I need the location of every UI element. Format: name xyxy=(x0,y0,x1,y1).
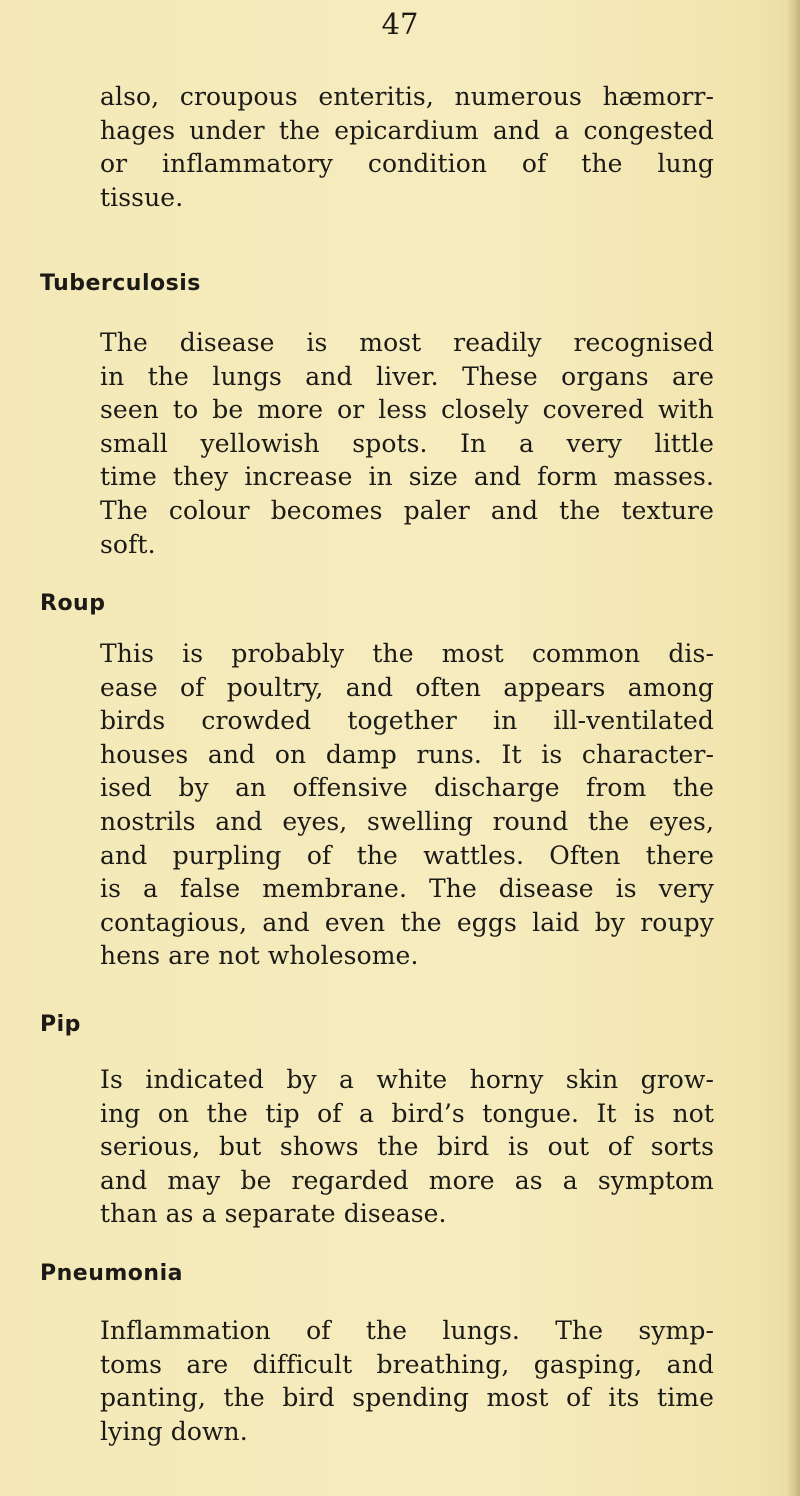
text-line: The colour becomes paler and the texture xyxy=(100,495,714,525)
text-line: than as a separate disease. xyxy=(100,1199,447,1229)
text-line: ised by an offensive discharge from the xyxy=(100,773,714,803)
text-line: or inflammatory condition of the lung xyxy=(100,149,714,179)
text-line: contagious, and even the eggs laid by roupy xyxy=(100,907,714,937)
page-number: 47 xyxy=(381,7,419,41)
text-line: nostrils and eyes, swelling round the eyes, xyxy=(100,806,714,836)
text-line: serious, but shows the bird is out of sorts xyxy=(100,1132,714,1162)
section-heading-pneumonia: Pneumonia xyxy=(40,1261,183,1286)
section-paragraph-pip xyxy=(100,1063,714,1231)
text-line: ease of poultry, and often appears among xyxy=(100,672,714,702)
text-line: The disease is most readily recognised xyxy=(100,328,714,357)
text-line: Inflammation of the lungs. The symp- xyxy=(100,1316,714,1345)
text-line: Is indicated by a white horny skin grow- xyxy=(100,1065,714,1094)
text-line: toms are difficult breathing, gasping, and xyxy=(100,1349,714,1379)
text-line: time they increase in size and form masses. xyxy=(100,462,714,492)
text-line: small yellowish spots. In a very little xyxy=(100,428,714,458)
text-line: also, croupous enteritis, numerous hæmorr- xyxy=(100,82,714,111)
text-line: lying down. xyxy=(100,1416,248,1446)
text-line: panting, the bird spending most of its time xyxy=(100,1383,714,1413)
text-line: is a false membrane. The disease is very xyxy=(100,874,714,904)
text-line: houses and on damp runs. It is character- xyxy=(100,739,714,769)
section-paragraph-pneumonia xyxy=(100,1314,714,1448)
text-line: and purpling of the wattles. Often there xyxy=(100,840,714,870)
text-line: ing on the tip of a bird’s tongue. It is not xyxy=(100,1098,714,1128)
text-line: hens are not wholesome. xyxy=(100,941,419,971)
text-line: soft. xyxy=(100,529,156,559)
text-line: in the lungs and liver. These organs are xyxy=(100,361,714,391)
section-paragraph-tuberculosis xyxy=(100,326,714,561)
text-line: This is probably the most common dis- xyxy=(100,639,714,668)
text-line: and may be regarded more as a symptom xyxy=(100,1165,714,1195)
section-paragraph-roup xyxy=(100,637,714,973)
text-line: seen to be more or less closely covered with xyxy=(100,395,714,425)
section-heading-tuberculosis: Tuberculosis xyxy=(40,271,201,296)
section-heading-pip: Pip xyxy=(40,1012,81,1037)
page-edge-shadow xyxy=(786,0,800,1496)
text-line: tissue. xyxy=(100,182,184,212)
section-heading-roup: Roup xyxy=(40,591,106,616)
text-line: hages under the epicardium and a congested xyxy=(100,115,714,145)
text-line: birds crowded together in ill-ventilated xyxy=(100,706,714,736)
intro-paragraph xyxy=(100,80,714,214)
